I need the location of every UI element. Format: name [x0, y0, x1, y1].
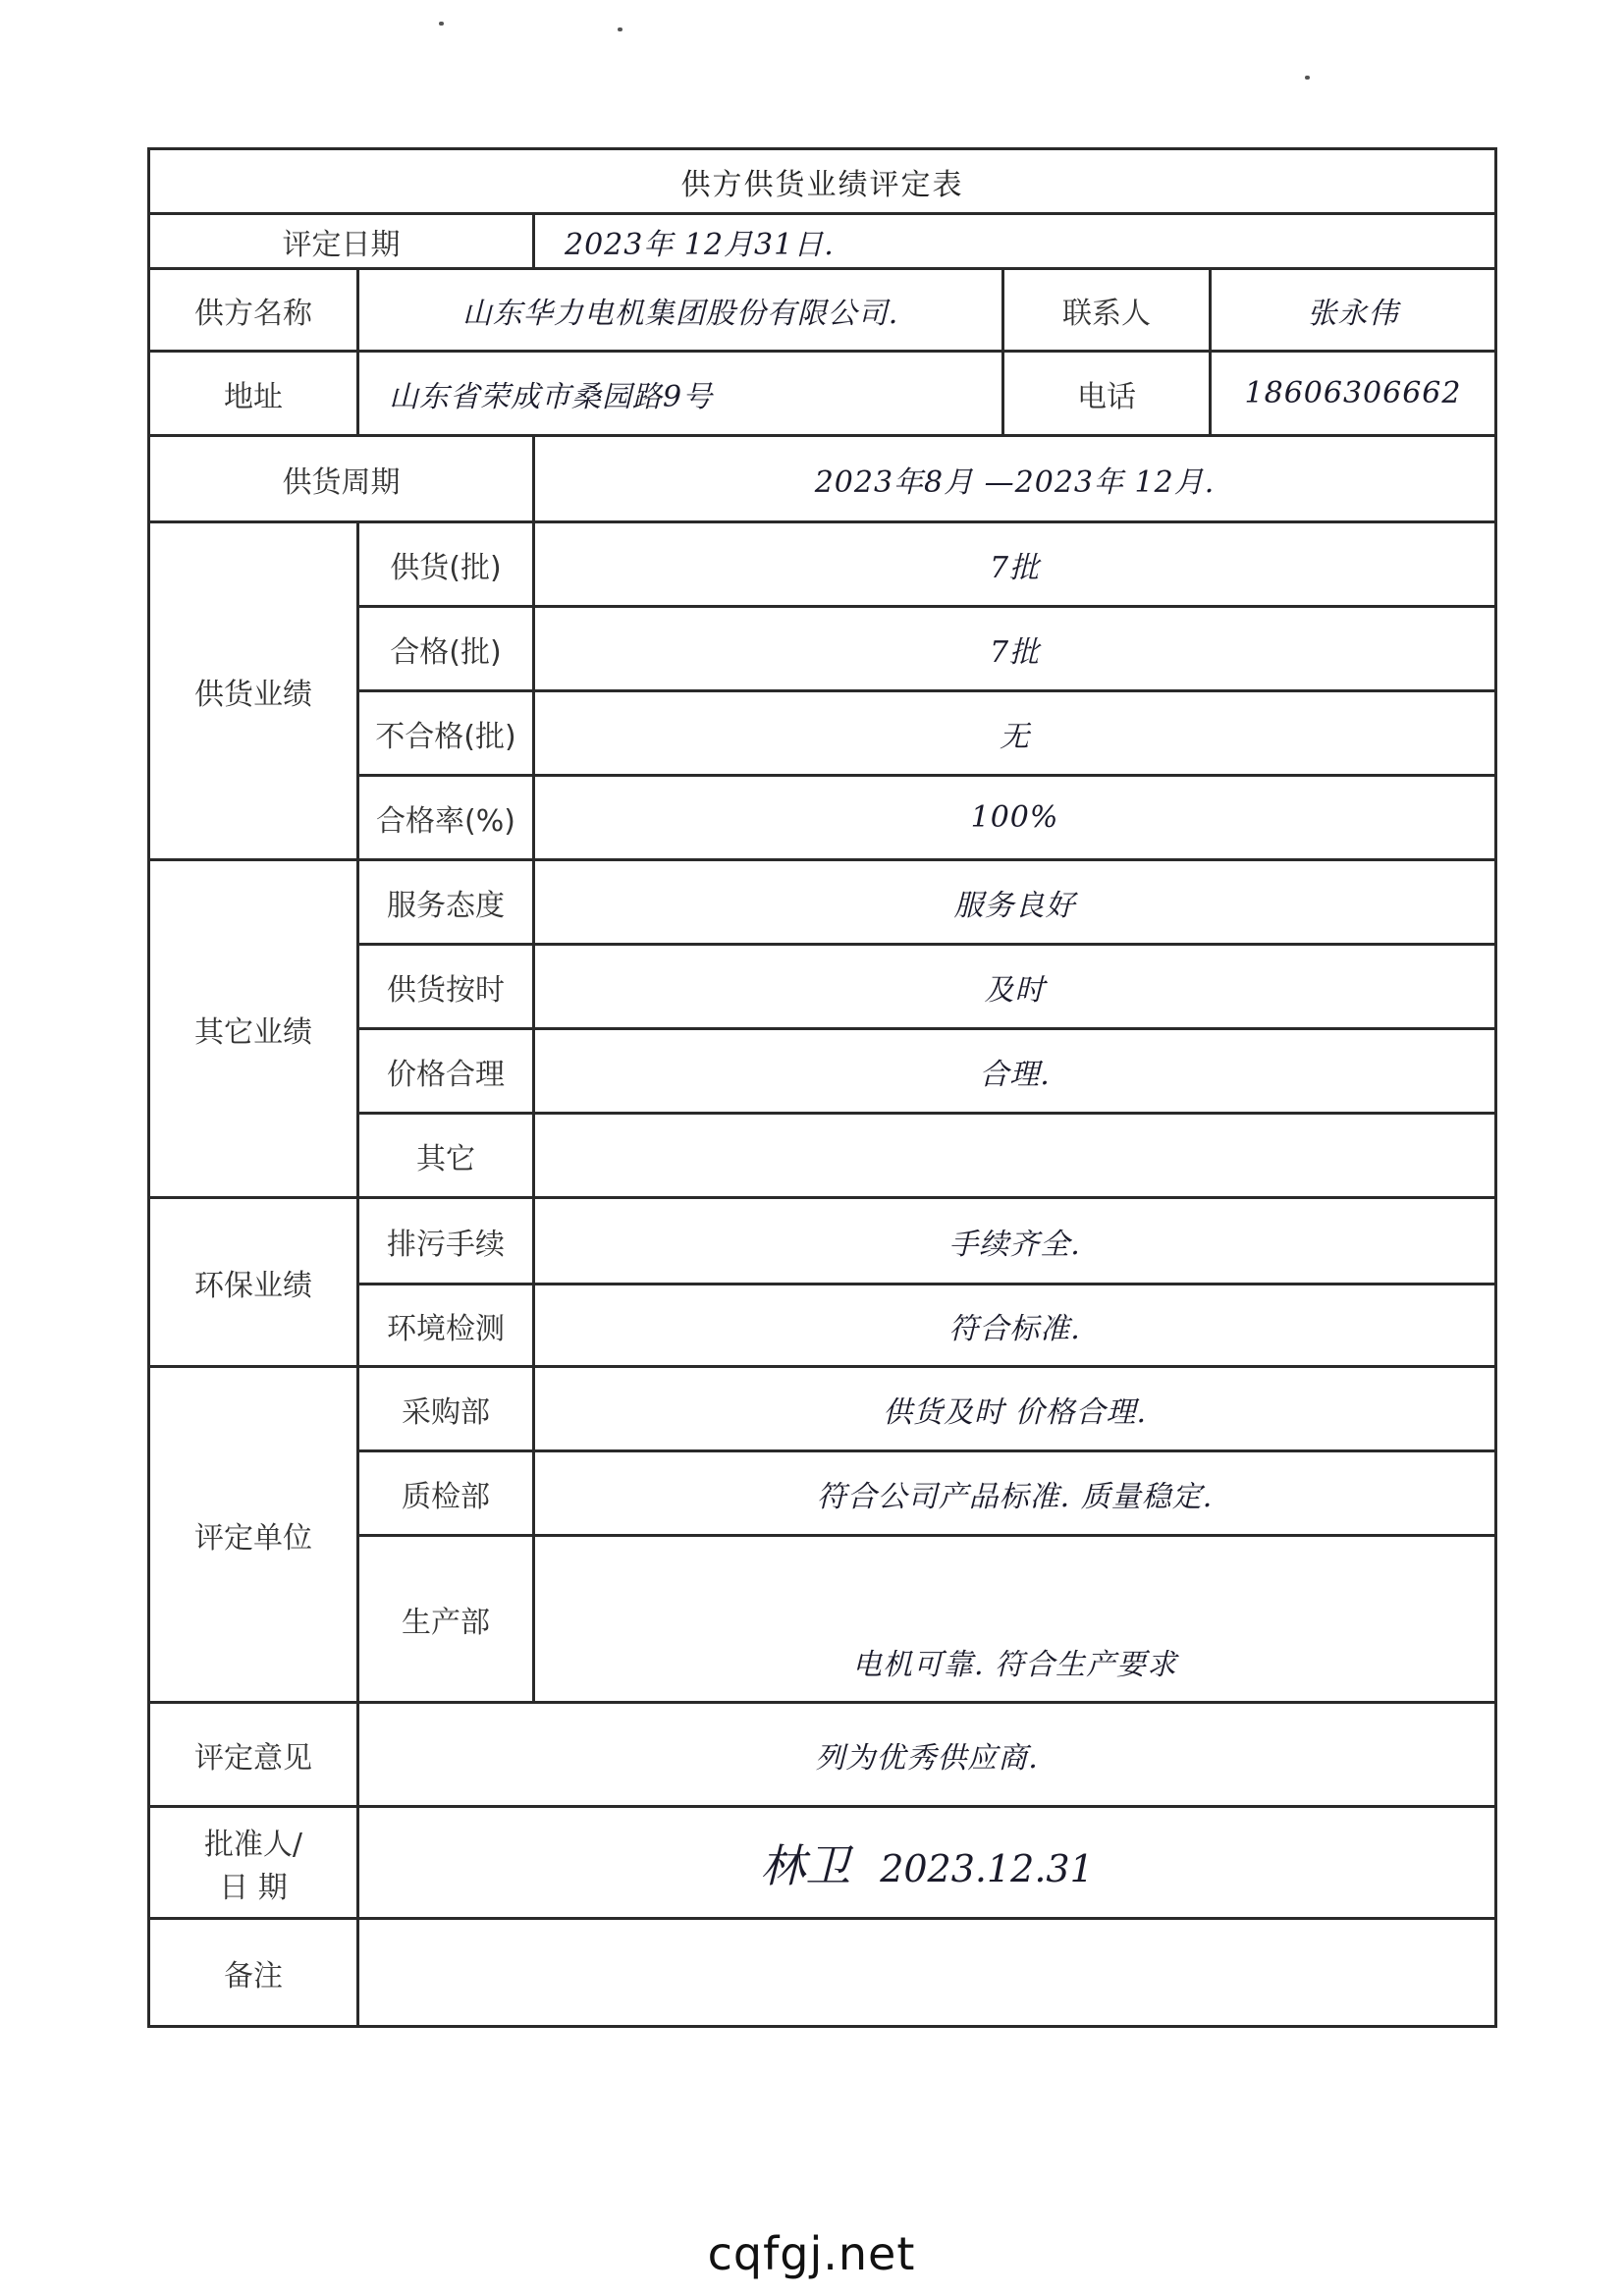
scan-speck [439, 22, 444, 26]
supply-period-value: 2023年8月 —2023年 12月. [534, 436, 1496, 522]
approver-label [149, 1807, 358, 1919]
other-row-label: 供货按时 [358, 945, 534, 1029]
supply-performance-label: 供货业绩 [149, 522, 358, 860]
scan-speck [1305, 76, 1310, 80]
unit-row-value: 电机可靠. 符合生产要求 [534, 1536, 1496, 1703]
unit-row-label: 生产部 [358, 1536, 534, 1703]
other-row-value [534, 1114, 1496, 1198]
eval-units-label: 评定单位 [149, 1367, 358, 1703]
remarks-value [358, 1919, 1496, 2027]
contact-value: 张永伟 [1211, 269, 1496, 352]
supply-period-label: 供货周期 [149, 436, 534, 522]
form-title: 供方供货业绩评定表 [149, 149, 1496, 214]
remarks-label: 备注 [149, 1919, 358, 2027]
supply-row-value: 7批 [534, 522, 1496, 607]
opinion-label: 评定意见 [149, 1703, 358, 1807]
supply-row-label: 供货(批) [358, 522, 534, 607]
evaluation-form-table [147, 147, 1497, 2028]
supply-row-label: 合格(批) [358, 607, 534, 691]
env-row-value: 手续齐全. [534, 1198, 1496, 1285]
env-row-value: 符合标准. [534, 1285, 1496, 1367]
env-performance-label: 环保业绩 [149, 1198, 358, 1367]
supply-row-label: 不合格(批) [358, 691, 534, 776]
unit-row-value: 供货及时 价格合理. [534, 1367, 1496, 1451]
unit-row-value: 符合公司产品标准. 质量稳定. [534, 1451, 1496, 1536]
contact-label: 联系人 [1003, 269, 1211, 352]
env-row-label: 环境检测 [358, 1285, 534, 1367]
unit-row-label: 质检部 [358, 1451, 534, 1536]
approver-value [358, 1807, 1496, 1919]
supply-row-value: 100% [534, 776, 1496, 860]
other-performance-label: 其它业绩 [149, 860, 358, 1198]
supplier-name-value: 山东华力电机集团股份有限公司. [358, 269, 1003, 352]
env-row-label: 排污手续 [358, 1198, 534, 1285]
address-label: 地址 [149, 352, 358, 436]
other-row-label: 服务态度 [358, 860, 534, 945]
eval-date-value: 2023年 12月31日. [534, 214, 1496, 269]
address-value: 山东省荣成市桑园路9号 [358, 352, 1003, 436]
other-row-value: 服务良好 [534, 860, 1496, 945]
other-row-value: 及时 [534, 945, 1496, 1029]
supply-row-value: 7批 [534, 607, 1496, 691]
approver-label-line2: 日 期 [219, 1870, 288, 1905]
supplier-name-label: 供方名称 [149, 269, 358, 352]
other-row-label: 价格合理 [358, 1029, 534, 1114]
scan-speck [618, 27, 622, 31]
approver-date: 2023.12.31 [880, 1846, 1094, 1890]
supply-row-label: 合格率(%) [358, 776, 534, 860]
opinion-value: 列为优秀供应商. [358, 1703, 1496, 1807]
other-row-value: 合理. [534, 1029, 1496, 1114]
phone-value: 18606306662 [1211, 352, 1496, 436]
unit-row-label: 采购部 [358, 1367, 534, 1451]
approver-label-line1: 批准人/ [203, 1827, 303, 1862]
phone-label: 电话 [1003, 352, 1211, 436]
other-row-label: 其它 [358, 1114, 534, 1198]
approver-signature: 林卫 [760, 1838, 851, 1892]
supply-row-value: 无 [534, 691, 1496, 776]
watermark-text: cqfgj.net [707, 2227, 916, 2280]
eval-date-label: 评定日期 [149, 214, 534, 269]
